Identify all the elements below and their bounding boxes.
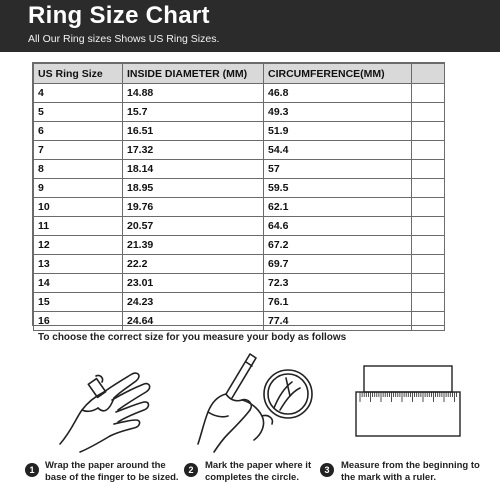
table-row: [34, 198, 445, 217]
ring-size-table: [32, 62, 445, 326]
cell-circumference: 62.1: [264, 198, 412, 217]
header-banner: [0, 0, 500, 52]
cell-us-size: 12: [34, 236, 123, 255]
table-row: [34, 293, 445, 312]
table-row: [34, 84, 445, 103]
cell-blank: [412, 236, 445, 255]
step-2-text: Mark the paper where it completes the circle.: [205, 460, 312, 483]
cell-circumference: 76.1: [264, 293, 412, 312]
cell-circumference: 59.5: [264, 179, 412, 198]
table-row: [34, 160, 445, 179]
table-row: [34, 217, 445, 236]
cell-circumference: 69.7: [264, 255, 412, 274]
table-row: [34, 179, 445, 198]
cell-us-size: 6: [34, 122, 123, 141]
cell-inside-diameter: 15.7: [123, 103, 264, 122]
cell-blank: [412, 255, 445, 274]
cell-blank: [412, 179, 445, 198]
cell-circumference: 57: [264, 160, 412, 179]
table-row: [34, 312, 445, 331]
step-2-number-badge: 2: [184, 463, 198, 477]
cell-blank: [412, 160, 445, 179]
cell-circumference: 64.6: [264, 217, 412, 236]
cell-inside-diameter: 22.2: [123, 255, 264, 274]
hand-mark-illustration-icon: [188, 352, 318, 457]
cell-circumference: 67.2: [264, 236, 412, 255]
cell-blank: [412, 293, 445, 312]
cell-blank: [412, 122, 445, 141]
page-title: Ring Size Chart: [28, 2, 210, 29]
column-header-circumference: CIRCUMFERENCE(MM): [264, 64, 412, 84]
cell-blank: [412, 141, 445, 160]
table-row: [34, 274, 445, 293]
cell-us-size: 7: [34, 141, 123, 160]
cell-us-size: 16: [34, 312, 123, 331]
cell-inside-diameter: 20.57: [123, 217, 264, 236]
cell-inside-diameter: 18.95: [123, 179, 264, 198]
table-row: [34, 236, 445, 255]
cell-circumference: 72.3: [264, 274, 412, 293]
hand-wrap-illustration-icon: [52, 352, 162, 457]
table-row: [34, 122, 445, 141]
cell-blank: [412, 312, 445, 331]
cell-inside-diameter: 14.88: [123, 84, 264, 103]
ruler-illustration-icon: [352, 352, 464, 437]
cell-inside-diameter: 24.23: [123, 293, 264, 312]
cell-circumference: 54.4: [264, 141, 412, 160]
page-subtitle: All Our Ring sizes Shows US Ring Sizes.: [28, 33, 220, 45]
cell-us-size: 10: [34, 198, 123, 217]
step-3-text: Measure from the beginning to the mark with a ruler.: [341, 460, 480, 483]
table-row: [34, 141, 445, 160]
cell-blank: [412, 103, 445, 122]
cell-blank: [412, 274, 445, 293]
cell-us-size: 13: [34, 255, 123, 274]
step-3-number-badge: 3: [320, 463, 334, 477]
column-header-us-size: US Ring Size: [34, 64, 123, 84]
cell-inside-diameter: 23.01: [123, 274, 264, 293]
cell-circumference: 77.4: [264, 312, 412, 331]
cell-us-size: 8: [34, 160, 123, 179]
column-header-inside-diameter: INSIDE DIAMETER (MM): [123, 64, 264, 84]
step-1-text: Wrap the paper around the base of the finger to be sized.: [45, 460, 179, 483]
cell-inside-diameter: 21.39: [123, 236, 264, 255]
cell-inside-diameter: 16.51: [123, 122, 264, 141]
cell-us-size: 11: [34, 217, 123, 236]
cell-circumference: 51.9: [264, 122, 412, 141]
table-header-row: [34, 64, 445, 84]
cell-inside-diameter: 18.14: [123, 160, 264, 179]
cell-circumference: 49.3: [264, 103, 412, 122]
cell-circumference: 46.8: [264, 84, 412, 103]
instructions-intro: To choose the correct size for you measure your body as follows: [38, 332, 347, 343]
cell-inside-diameter: 24.64: [123, 312, 264, 331]
cell-us-size: 15: [34, 293, 123, 312]
step-1-number-badge: 1: [25, 463, 39, 477]
cell-inside-diameter: 17.32: [123, 141, 264, 160]
cell-blank: [412, 217, 445, 236]
cell-us-size: 5: [34, 103, 123, 122]
column-header-blank: [412, 64, 445, 84]
cell-inside-diameter: 19.76: [123, 198, 264, 217]
cell-us-size: 4: [34, 84, 123, 103]
cell-blank: [412, 84, 445, 103]
table-row: [34, 255, 445, 274]
cell-us-size: 9: [34, 179, 123, 198]
table-row: [34, 103, 445, 122]
cell-us-size: 14: [34, 274, 123, 293]
cell-blank: [412, 198, 445, 217]
